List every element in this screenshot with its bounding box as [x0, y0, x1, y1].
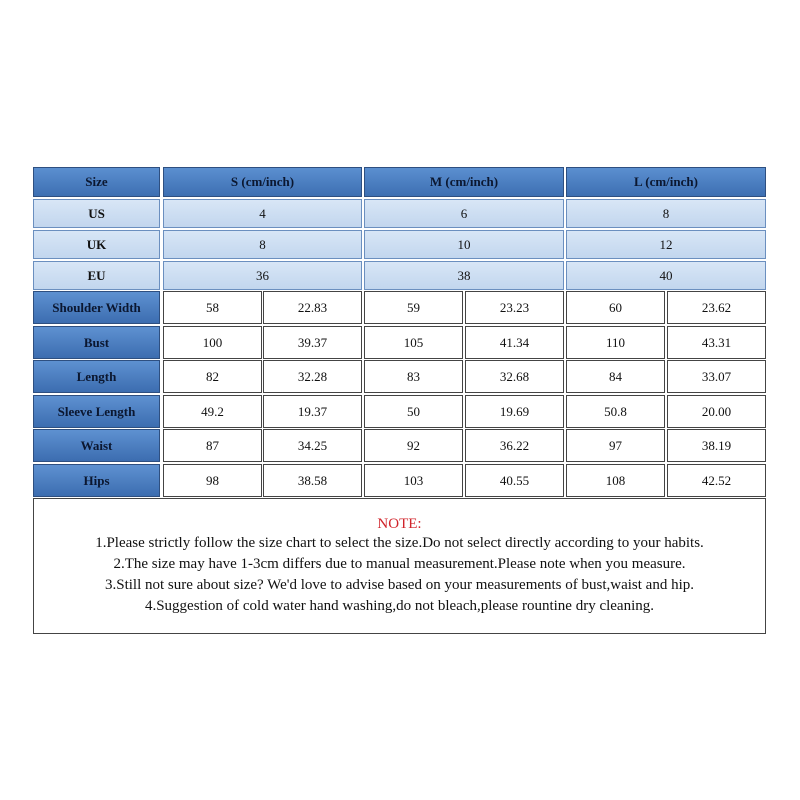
shoulder-width-s-inch: 22.83 — [263, 291, 362, 324]
sleeve-length-s-cm: 49.2 — [163, 395, 262, 428]
waist-s-cm: 87 — [163, 429, 262, 462]
bust-m-inch: 41.34 — [465, 326, 564, 359]
eu-m: 38 — [364, 261, 564, 290]
hips-s-cm: 98 — [163, 464, 262, 497]
us-s: 4 — [163, 199, 362, 228]
hips-s-inch: 38.58 — [263, 464, 362, 497]
shoulder-width-l-cm: 60 — [566, 291, 665, 324]
notes-title: NOTE: — [377, 516, 422, 532]
hips-m-cm: 103 — [364, 464, 463, 497]
waist-m-inch: 36.22 — [465, 429, 564, 462]
length-s-inch: 32.28 — [263, 360, 362, 393]
note-line-4: 4.Suggestion of cold water hand washing,do not bleach,please rountine dry cleaning. — [144, 598, 655, 614]
row-label-sleeve-length: Sleeve Length — [33, 395, 160, 428]
shoulder-width-m-cm: 59 — [364, 291, 463, 324]
sleeve-length-l-cm: 50.8 — [566, 395, 665, 428]
row-label-waist: Waist — [33, 429, 160, 462]
length-m-cm: 83 — [364, 360, 463, 393]
uk-s: 8 — [163, 230, 362, 259]
note-line-3: 3.Still not sure about size? We'd love to advise based on your measurements of bust,waist and hip. — [104, 577, 695, 593]
header-s: S (cm/inch) — [163, 167, 362, 197]
note-line-1: 1.Please strictly follow the size chart to select the size.Do not select directly according to your habits. — [95, 535, 704, 551]
length-m-inch: 32.68 — [465, 360, 564, 393]
row-label-eu: EU — [33, 261, 160, 290]
bust-l-cm: 110 — [566, 326, 665, 359]
bust-m-cm: 105 — [364, 326, 463, 359]
row-label-shoulder-width: Shoulder Width — [33, 291, 160, 324]
header-size: Size — [33, 167, 160, 197]
header-m: M (cm/inch) — [364, 167, 564, 197]
length-l-cm: 84 — [566, 360, 665, 393]
bust-s-inch: 39.37 — [263, 326, 362, 359]
row-label-uk: UK — [33, 230, 160, 259]
note-line-2: 2.The size may have 1-3cm differs due to manual measurement.Please note when you measure. — [113, 556, 686, 572]
hips-m-inch: 40.55 — [465, 464, 564, 497]
sleeve-length-l-inch: 20.00 — [667, 395, 766, 428]
bust-s-cm: 100 — [163, 326, 262, 359]
hips-l-cm: 108 — [566, 464, 665, 497]
uk-m: 10 — [364, 230, 564, 259]
waist-s-inch: 34.25 — [263, 429, 362, 462]
eu-l: 40 — [566, 261, 766, 290]
us-m: 6 — [364, 199, 564, 228]
row-label-bust: Bust — [33, 326, 160, 359]
notes-box — [33, 498, 766, 634]
waist-l-inch: 38.19 — [667, 429, 766, 462]
shoulder-width-l-inch: 23.62 — [667, 291, 766, 324]
row-label-length: Length — [33, 360, 160, 393]
header-l: L (cm/inch) — [566, 167, 766, 197]
hips-l-inch: 42.52 — [667, 464, 766, 497]
sleeve-length-s-inch: 19.37 — [263, 395, 362, 428]
waist-l-cm: 97 — [566, 429, 665, 462]
eu-s: 36 — [163, 261, 362, 290]
waist-m-cm: 92 — [364, 429, 463, 462]
sleeve-length-m-inch: 19.69 — [465, 395, 564, 428]
length-s-cm: 82 — [163, 360, 262, 393]
us-l: 8 — [566, 199, 766, 228]
uk-l: 12 — [566, 230, 766, 259]
row-label-hips: Hips — [33, 464, 160, 497]
row-label-us: US — [33, 199, 160, 228]
sleeve-length-m-cm: 50 — [364, 395, 463, 428]
length-l-inch: 33.07 — [667, 360, 766, 393]
bust-l-inch: 43.31 — [667, 326, 766, 359]
shoulder-width-s-cm: 58 — [163, 291, 262, 324]
shoulder-width-m-inch: 23.23 — [465, 291, 564, 324]
